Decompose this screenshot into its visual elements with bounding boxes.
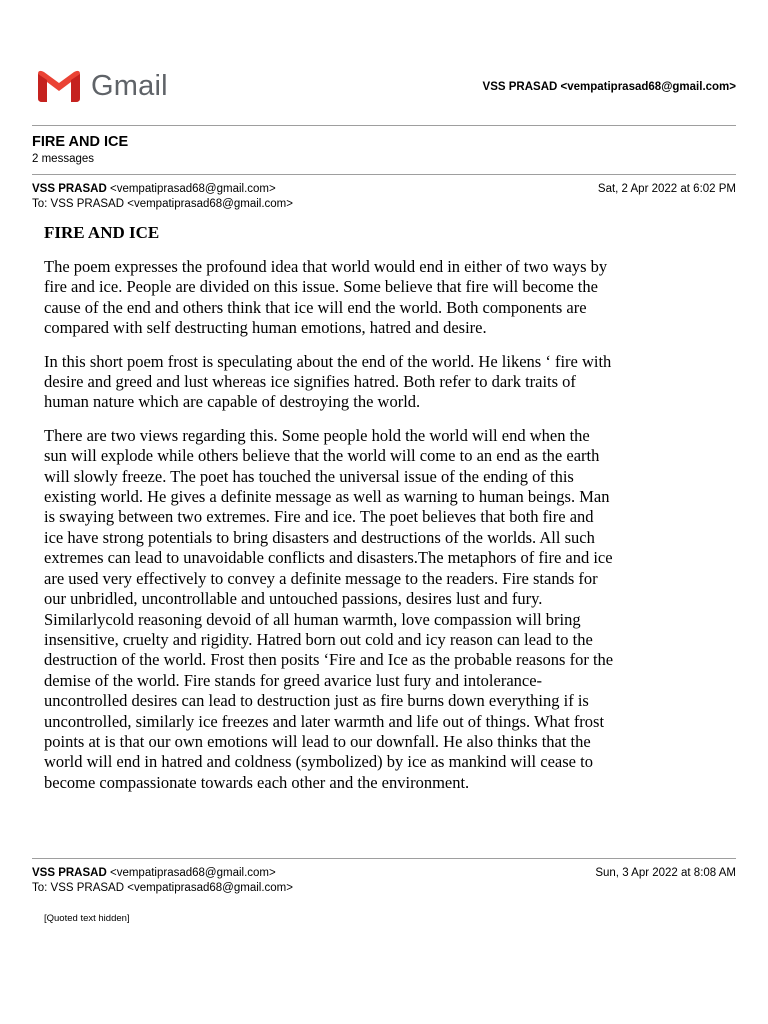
body-paragraph: The poem expresses the profound idea that world would end in either of two ways by fire and ice. People are divided on this issue. Some believe that fire will become the cause of the end and others think that ice will end the world. Both components are compared with self destructing human emotions, hatred and desire. xyxy=(44,257,608,338)
message-header xyxy=(32,867,736,897)
message-count: 2 messages xyxy=(32,153,95,165)
body-paragraph: In this short poem frost is speculating about the end of the world. He likens ‘ fire with desire and greed and lust whereas ice signifies hatred. Both refer to dark traits of human nature which are capable of destroying the world. xyxy=(44,351,612,412)
gmail-logo xyxy=(38,70,168,102)
thread-subject: FIRE AND ICE xyxy=(32,134,129,150)
sender-email: <vempatiprasad68@gmail.com> xyxy=(109,867,276,879)
recipient: To: VSS PRASAD <vempatiprasad68@gmail.com> xyxy=(32,198,293,210)
message-date: Sun, 3 Apr 2022 at 8:08 AM xyxy=(595,867,736,879)
sender xyxy=(32,867,276,879)
gmail-m-icon xyxy=(38,70,80,102)
recipient: To: VSS PRASAD <vempatiprasad68@gmail.com> xyxy=(32,882,293,894)
body-title: FIRE AND ICE xyxy=(44,223,160,242)
sender-name: VSS PRASAD xyxy=(32,867,107,879)
message-header xyxy=(32,183,736,213)
print-header xyxy=(32,64,736,108)
quoted-text-hidden: [Quoted text hidden] xyxy=(44,913,130,924)
message-body xyxy=(44,222,734,806)
sender xyxy=(32,183,276,195)
sender-name: VSS PRASAD xyxy=(32,183,107,195)
message-date: Sat, 2 Apr 2022 at 6:02 PM xyxy=(597,183,736,195)
account-identity: VSS PRASAD <vempatiprasad68@gmail.com> xyxy=(482,81,736,93)
divider xyxy=(32,174,736,175)
gmail-wordmark: Gmail xyxy=(91,70,168,102)
sender-email: <vempatiprasad68@gmail.com> xyxy=(109,183,276,195)
divider xyxy=(32,125,736,126)
divider xyxy=(32,858,736,859)
body-paragraph: There are two views regarding this. Some people hold the world will end when the sun will explode while others believe that the world will come to an end as the earth will slowly freeze. The poet has touched the universal issue of the ending of this existing world. He gives a definite message as well as warning to human beings. Man is swaying between two extremes. Fire and ice. The poet believes that both fire and ice have strong potentials to bring disasters and destructions of the worlds. All such extremes can lead to unavoidable conflicts and disasters.The metaphors of fire and ice are used very effectively to convey a definite message to the readers. Fire stands for our unbridled, uncontrollable and untouched passions, desires lust and fury. Similarlycold reasoning devoid of all human warmth, love compassion will bring insensitive, cruelty and rigidity. Hatred born out cold and icy reason can lead to the destruction of the world. Frost then posits ‘Fire and Ice as the probable reasons for the demise of the world. Fire stands for greed avarice lust fury and intolerance- uncontrolled desires can lead to destruction just as fire burns down everything if is uncontrolled, similarly ice freezes and later warmth and life out of things. What frost points at is that our own emotions will lead to our downfall. He also thinks that the world will end in hatred and coldness (symbolized) by ice as mankind will cease to become compassionate towards each other and the environment. xyxy=(44,425,614,792)
